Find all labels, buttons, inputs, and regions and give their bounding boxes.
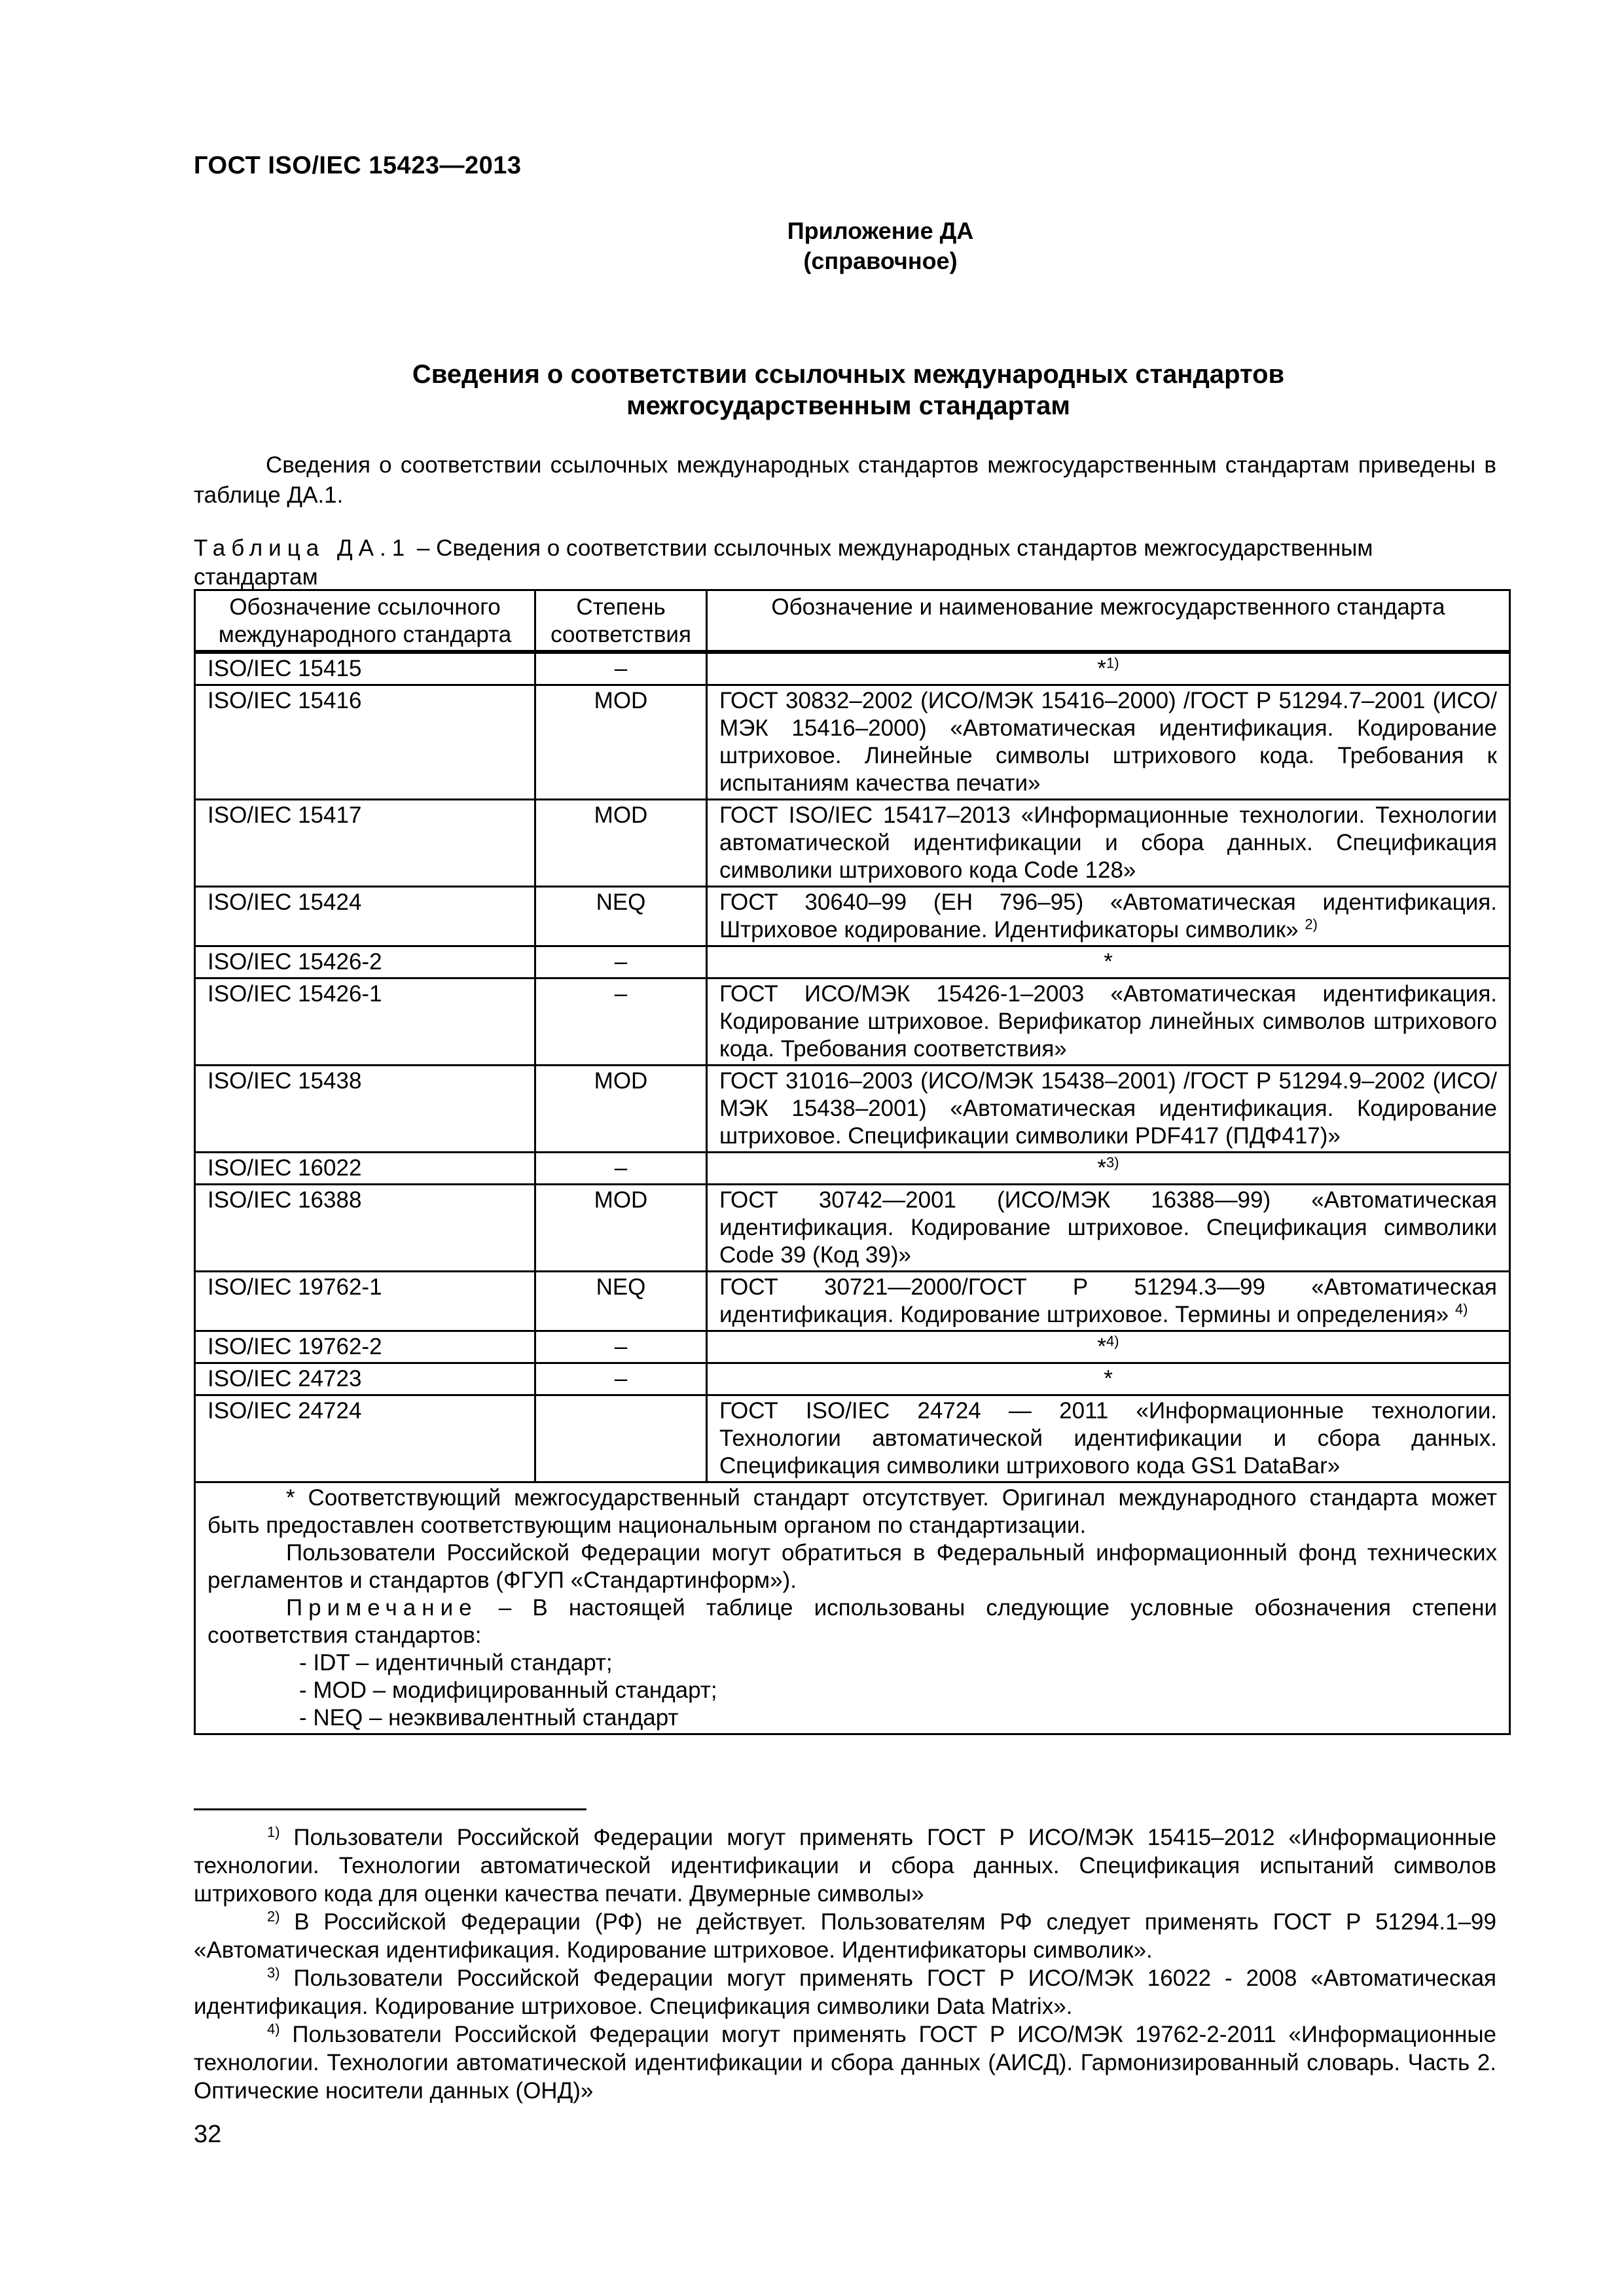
note-missing-standard: * Соответствующий межгосударственный стандарт отсутствует. Оригинал международного стандарта может быть предоставлен соответствующим национальным органом по стандартизации. (208, 1485, 1497, 1538)
row-degree: – (535, 652, 707, 685)
table-row (195, 685, 1510, 800)
footnote-mark: 2) (267, 1908, 280, 1925)
row-footnote-ref: 1) (1106, 655, 1119, 672)
header-intl-standard: Обозначение ссылочного международного стандарта (195, 590, 535, 653)
row-footnote-ref: 2) (1305, 916, 1318, 933)
note-users-rf: Пользователи Российской Федерации могут обратиться в Федеральный информационный фонд технических регламентов и стандартов (ФГУП «Стандартинформ»). (208, 1540, 1497, 1593)
row-degree: – (535, 1363, 707, 1395)
row-name-cell (707, 1331, 1510, 1363)
row-name-cell (707, 685, 1510, 800)
row-code: ISO/IEC 15416 (195, 685, 535, 800)
table-row (195, 1185, 1510, 1272)
row-footnote-ref: 4) (1454, 1300, 1468, 1318)
annex-type: (справочное) (803, 247, 958, 274)
row-name: ГОСТ 30721—2000/ГОСТ Р 51294.3—99 «Автоматическая идентификация. Кодирование штриховое. Термины и определения» (719, 1274, 1497, 1327)
row-degree: – (535, 946, 707, 978)
footnote-text: Пользователи Российской Федерации могут применять ГОСТ Р ИСО/МЭК 19762-2-2011 «Информационные технологии. Технологии автоматической идентификации и сбора данных (АИСД). Гармонизированный словарь. Часть 2. Оптические носители данных (ОНД)» (194, 2022, 1496, 2104)
row-code: ISO/IEC 15415 (195, 652, 535, 685)
footnote-text: Пользователи Российской Федерации могут применять ГОСТ Р ИСО/МЭК 16022 - 2008 «Автоматическая идентификация. Кодирование штриховое. Спецификация символики Data Matrix». (194, 1965, 1496, 2019)
footnotes (194, 1823, 1496, 2105)
footnote-text: В Российской Федерации (РФ) не действует. Пользователям РФ следует применять ГОСТ Р 51294.1–99 «Автоматическая идентификация. Кодирование штриховое. Идентификаторы символик». (194, 1909, 1496, 1963)
row-degree: – (535, 1331, 707, 1363)
row-name-cell (707, 800, 1510, 887)
row-degree: MOD (535, 685, 707, 800)
row-code: ISO/IEC 16022 (195, 1153, 535, 1185)
note-item-idt: - IDT – идентичный стандарт; (299, 1650, 613, 1676)
row-degree: NEQ (535, 1272, 707, 1331)
table-row (195, 1363, 1510, 1395)
row-code: ISO/IEC 15426-1 (195, 978, 535, 1066)
row-degree (535, 1395, 707, 1482)
document-code-header: ГОСТ ISO/IEC 15423—2013 (194, 152, 522, 179)
row-code: ISO/IEC 15424 (195, 887, 535, 946)
intro-paragraph: Сведения о соответствии ссылочных международных стандартов межгосударственным стандартам приведены в таблице ДА.1. (194, 452, 1496, 508)
footnote-2 (194, 1908, 1496, 1964)
row-degree: MOD (535, 800, 707, 887)
table-caption (194, 534, 1496, 592)
row-name-cell (707, 652, 1510, 685)
row-code: ISO/IEC 15417 (195, 800, 535, 887)
row-name-cell (707, 1153, 1510, 1185)
row-name-cell (707, 1066, 1510, 1153)
table-caption-text: – Сведения о соответствии ссылочных международных стандартов межгосударственным стандартам (194, 535, 1373, 590)
row-degree: NEQ (535, 887, 707, 946)
footnote-4 (194, 2020, 1496, 2105)
table-row (195, 1066, 1510, 1153)
row-degree: – (535, 978, 707, 1066)
row-name-cell (707, 946, 1510, 978)
row-name-cell (707, 1363, 1510, 1395)
footnote-3 (194, 1964, 1496, 2020)
table-row (195, 978, 1510, 1066)
note-legend-intro (208, 1594, 1497, 1649)
row-name: ГОСТ 30832–2002 (ИСО/МЭК 15416–2000) /ГОСТ Р 51294.7–2001 (ИСО/МЭК 15416–2000) «Автоматическая идентификация. Кодирование штриховое. Линейные символы штрихового кода. Требования к испытаниям качества печати» (719, 688, 1497, 796)
row-degree: MOD (535, 1066, 707, 1153)
table-row (195, 1153, 1510, 1185)
note-text: – В настоящей таблице использованы следующие условные обозначения степени соответствия стандартов: (208, 1595, 1497, 1648)
row-name-cell (707, 887, 1510, 946)
row-name: ГОСТ ISO/IEC 15417–2013 «Информационные технологии. Технологии автоматической идентификации и сбора данных. Спецификация символики штрихового кода Code 128» (719, 802, 1497, 883)
row-name: * (1097, 1334, 1107, 1359)
row-name: * (1097, 1155, 1107, 1181)
row-code: ISO/IEC 16388 (195, 1185, 535, 1272)
footnote-mark: 4) (267, 2020, 280, 2037)
table-note-cell (195, 1482, 1510, 1734)
note-item-mod: - MOD – модифицированный стандарт; (299, 1677, 717, 1703)
row-name-cell (707, 1185, 1510, 1272)
note-label: Примечание (286, 1595, 478, 1621)
table-row (195, 652, 1510, 685)
row-degree: MOD (535, 1185, 707, 1272)
row-name-cell (707, 978, 1510, 1066)
row-name: ГОСТ 31016–2003 (ИСО/МЭК 15438–2001) /ГОСТ Р 51294.9–2002 (ИСО/МЭК 15438–2001) «Автоматическая идентификация. Кодирование штриховое. Спецификации символики PDF417 (ПДФ417)» (719, 1068, 1497, 1149)
table-row (195, 1395, 1510, 1482)
row-footnote-ref: 4) (1106, 1333, 1119, 1350)
footnote-mark: 1) (267, 1823, 280, 1840)
row-code: ISO/IEC 24723 (195, 1363, 535, 1395)
row-code: ISO/IEC 19762-2 (195, 1331, 535, 1363)
table-row (195, 946, 1510, 978)
table-note-row (195, 1482, 1510, 1734)
row-name: ГОСТ 30742—2001 (ИСО/МЭК 16388—99) «Автоматическая идентификация. Кодирование штриховое. Спецификация символики Code 39 (Код 39)» (719, 1187, 1497, 1268)
row-name: ГОСТ ISO/IEC 24724 — 2011 «Информационные технологии. Технологии автоматической идентификации и сбора данных. Спецификация символики штрихового кода GS1 DataBar» (719, 1398, 1497, 1479)
annex-title: Приложение ДА (787, 217, 974, 244)
table-header-row (195, 590, 1510, 653)
row-code: ISO/IEC 15426-2 (195, 946, 535, 978)
note-item-neq: - NEQ – неэквивалентный стандарт (299, 1705, 679, 1731)
footnote-separator (194, 1808, 586, 1810)
footnote-1 (194, 1823, 1496, 1908)
table-row (195, 1331, 1510, 1363)
section-title (194, 359, 1503, 422)
page-number: 32 (194, 2121, 222, 2148)
row-name: ГОСТ ИСО/МЭК 15426-1–2003 «Автоматическая идентификация. Кодирование штриховое. Верификатор линейных символов штрихового кода. Требования соответствия» (719, 981, 1497, 1062)
row-name-cell (707, 1272, 1510, 1331)
table-caption-label: Таблица ДА.1 (194, 535, 411, 561)
row-degree: – (535, 1153, 707, 1185)
row-name: * (1104, 1366, 1113, 1391)
annex-heading (194, 216, 1496, 276)
row-name: * (1097, 656, 1107, 681)
row-code: ISO/IEC 15438 (195, 1066, 535, 1153)
row-name: ГОСТ 30640–99 (ЕН 796–95) «Автоматическая идентификация. Штриховое кодирование. Идентификаторы символик» (719, 889, 1497, 942)
section-title-line2: межгосударственным стандартам (626, 391, 1070, 420)
table-row (195, 800, 1510, 887)
footnote-mark: 3) (267, 1964, 280, 1981)
row-footnote-ref: 3) (1106, 1154, 1119, 1171)
row-code: ISO/IEC 24724 (195, 1395, 535, 1482)
row-code: ISO/IEC 19762-1 (195, 1272, 535, 1331)
header-degree: Степень соответствия (535, 590, 707, 653)
standards-table (194, 589, 1511, 1735)
footnote-text: Пользователи Российской Федерации могут применять ГОСТ Р ИСО/МЭК 15415–2012 «Информационные технологии. Технологии автоматической идентификации и сбора данных. Спецификация испытаний символов штрихового кода для оценки качества печати. Двумерные символы» (194, 1825, 1496, 1907)
header-interstate-standard: Обозначение и наименование межгосударственного стандарта (707, 590, 1510, 653)
table-row (195, 887, 1510, 946)
table-row (195, 1272, 1510, 1331)
section-title-line1: Сведения о соответствии ссылочных международных стандартов (412, 360, 1285, 389)
row-name-cell (707, 1395, 1510, 1482)
row-name: * (1104, 949, 1113, 975)
